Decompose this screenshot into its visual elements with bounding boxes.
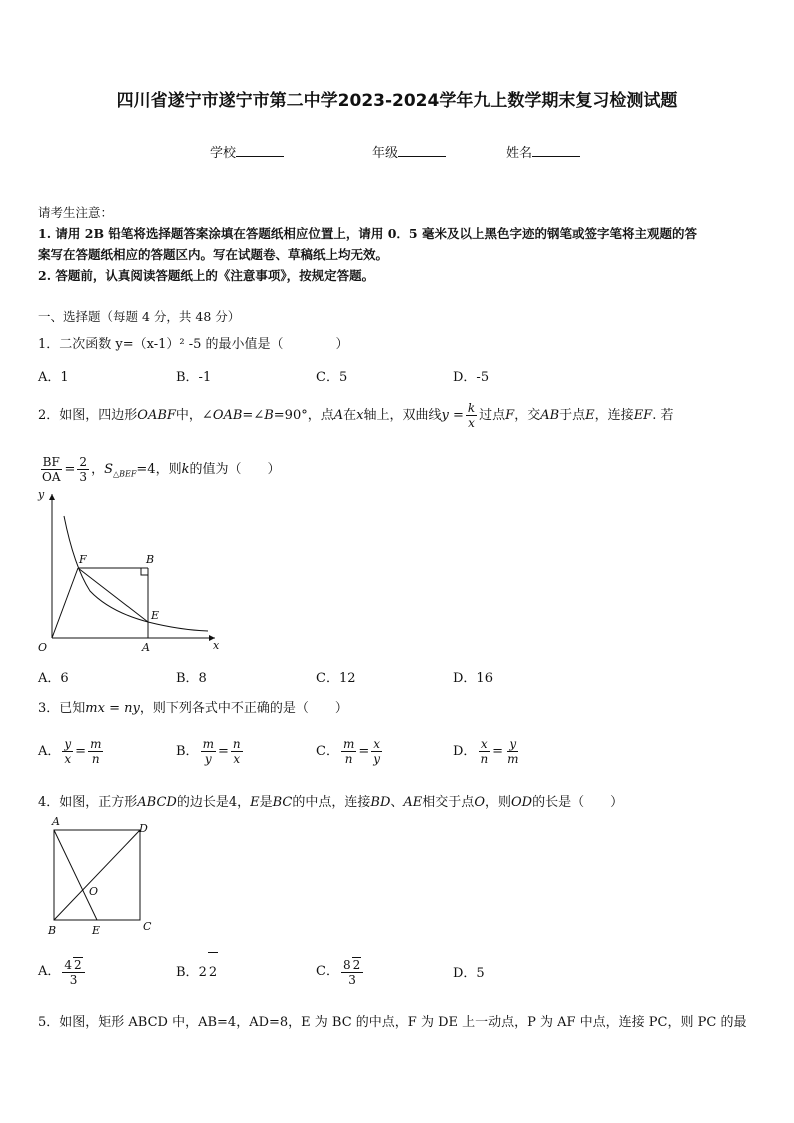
fig-label-b: B	[146, 553, 155, 566]
q3-option-a: A． $\frac{y}{x}$ = $\frac{m}{n}$	[38, 737, 102, 766]
q4-figure	[44, 812, 164, 937]
q3-option-c: C． $\frac{m}{n}$ = $\frac{x}{y}$	[316, 737, 381, 766]
right-angle-mark	[141, 568, 148, 575]
q1-option-c: C．5	[316, 370, 348, 385]
notice-heading: 请考生注意：	[38, 205, 114, 220]
question-5-stem: 5．如图，矩形 ABCD 中，AB=4，AD=8，E 为 BC 的中点，F 为 DE 上一动点，P 为 AF 中点，连接 PC，则 PC 的最	[38, 1015, 747, 1030]
q2-option-d: D．16	[453, 671, 493, 686]
q3-option-b: B． $\frac{m}{y}$ = $\frac{n}{x}$	[176, 737, 241, 766]
question-3-stem: 3．已知mx = ny，则下列各式中不正确的是（ ）	[38, 701, 348, 716]
fig-label-a: A	[142, 641, 150, 654]
name-label: 姓名	[506, 146, 533, 161]
grade-field[interactable]	[372, 142, 446, 161]
q2-value: $\frac{2}{3}$	[79, 455, 88, 484]
q1-option-d: D．-5	[453, 370, 490, 385]
q2-figure	[30, 486, 230, 656]
q2-option-a: A．6	[38, 671, 69, 686]
q1-option-a: A．1	[38, 370, 69, 385]
q4-option-c: C． $\frac{8 2}{3}$	[316, 952, 365, 992]
question-1-stem: 1．二次函数 y=（x-1）² -5 的最小值是（ ）	[38, 337, 349, 352]
section-heading: 一、选择题（每题 4 分，共 48 分）	[38, 309, 241, 324]
q2-option-b: B．8	[176, 671, 207, 686]
question-2-stem: 2．如图，四边形OABF中，∠OAB=∠B=90°，点A在x轴上，双曲线y = $\frac{k}{x}$ 过点F，交AB于点E，连接EF. 若	[38, 401, 674, 430]
page-title: 四川省遂宁市遂宁市第二中学2023-2024学年九上数学期末复习检测试题	[116, 91, 678, 111]
q4-option-d: D．5	[453, 966, 485, 981]
q2-option-c: C．12	[316, 671, 356, 686]
q2-k-over-x: $\frac{k}{x}$	[467, 401, 476, 430]
segment-ae	[54, 830, 97, 920]
notice-line-1a: 1. 请用 2B 铅笔将选择题答案涂填在答题纸相应位置上，请用 0．5 毫米及以上黑色字迹的钢笔或签字笔将主观题的答	[38, 226, 697, 241]
grade-label: 年级	[372, 146, 399, 161]
q4-option-a: A． $\frac{4 2}{3}$	[38, 952, 87, 992]
fig4-label-b: B	[48, 924, 57, 937]
question-4-stem: 4．如图，正方形ABCD的边长是4，E是BC的中点，连接BD、AE相交于点O，则OD的长是（ ）	[38, 795, 624, 810]
school-label: 学校	[210, 146, 237, 161]
fig-label-e: E	[151, 609, 160, 622]
fig4-label-c: C	[143, 920, 152, 933]
q2-ratio: $\frac{BF}{OA}$	[42, 455, 61, 484]
segment-ef	[78, 568, 148, 622]
fig4-label-o: O	[89, 885, 99, 898]
q4-option-b: B．2 2	[176, 952, 218, 993]
fig-label-o: O	[38, 641, 48, 654]
notice-line-1b: 案写在答题纸相应的答题区内。写在试题卷、草稿纸上均无效。	[38, 247, 389, 262]
segment-bd	[54, 830, 140, 920]
q1-option-b: B．-1	[176, 370, 212, 385]
y-axis-arrow	[49, 494, 55, 500]
segment-of	[52, 568, 78, 638]
name-field[interactable]	[506, 142, 580, 161]
fig-label-f: F	[79, 553, 87, 566]
fig4-label-d: D	[139, 822, 148, 835]
fig4-label-e: E	[92, 924, 101, 937]
fig-label-x: x	[213, 639, 220, 652]
fig-label-y: y	[38, 488, 45, 501]
q3-option-d: D． $\frac{x}{n}$ = $\frac{y}{m}$	[453, 737, 519, 766]
notice-line-2: 2. 答题前，认真阅读答题纸上的《注意事项》，按规定答题。	[38, 268, 375, 283]
question-2-condition: $\frac{BF}{OA}$ = $\frac{2}{3}$ ，$S_{\triangle BEF}=4$，则k的值为（ ）	[42, 455, 281, 484]
school-field[interactable]	[210, 142, 284, 161]
fig4-label-a: A	[52, 815, 60, 828]
